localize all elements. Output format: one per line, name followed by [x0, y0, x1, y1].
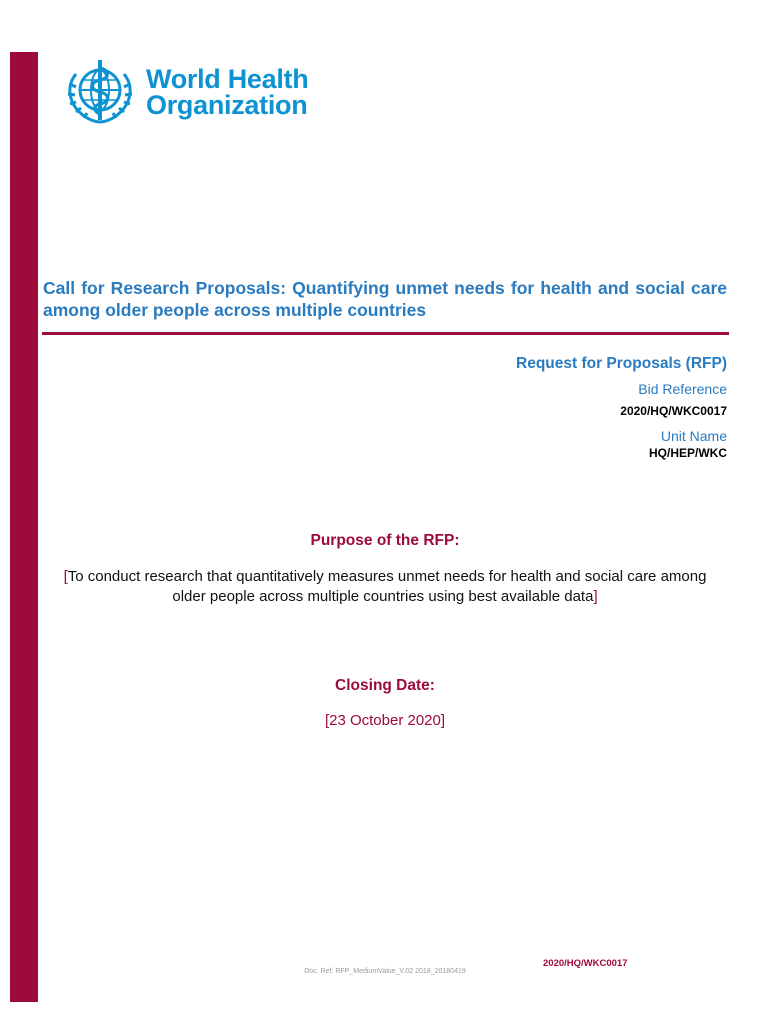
- bid-reference-value: 2020/HQ/WKC0017: [620, 404, 727, 418]
- footer-doc-ref: Doc. Ref: RFP_MediumValue_V.02 2018_20180419: [304, 968, 466, 975]
- closing-date-value: [23 October 2020]: [324, 712, 446, 729]
- title-divider: [42, 332, 729, 335]
- unit-name-value: HQ/HEP/WKC: [649, 446, 727, 460]
- purpose-close-bracket: ]: [593, 588, 598, 605]
- document-title: Call for Research Proposals: Quantifying unmet needs for health and social care among older people across multiple countries: [43, 278, 727, 320]
- who-emblem-icon: [60, 56, 140, 128]
- unit-name-label: Unit Name: [660, 428, 727, 444]
- purpose-heading: Purpose of the RFP:: [310, 532, 460, 549]
- organization-name: [146, 66, 308, 118]
- footer-reference: 2020/HQ/WKC0017: [543, 958, 628, 969]
- purpose-body: To conduct research that quantitatively measures unmet needs for health and social care among older people across multiple countries using best available data: [67, 568, 707, 605]
- rfp-info-block: [327, 354, 727, 461]
- bid-reference-label: Bid Reference: [638, 381, 727, 397]
- purpose-open-bracket: [: [63, 568, 68, 585]
- who-logo: [60, 56, 308, 128]
- purpose-text: [45, 567, 725, 607]
- side-color-bar: [10, 52, 38, 1002]
- closing-date-heading: Closing Date:: [335, 677, 435, 694]
- org-name-line2: Organization: [146, 90, 308, 120]
- org-name-line1: World Health: [146, 64, 309, 94]
- rfp-heading: Request for Proposals (RFP): [516, 355, 727, 372]
